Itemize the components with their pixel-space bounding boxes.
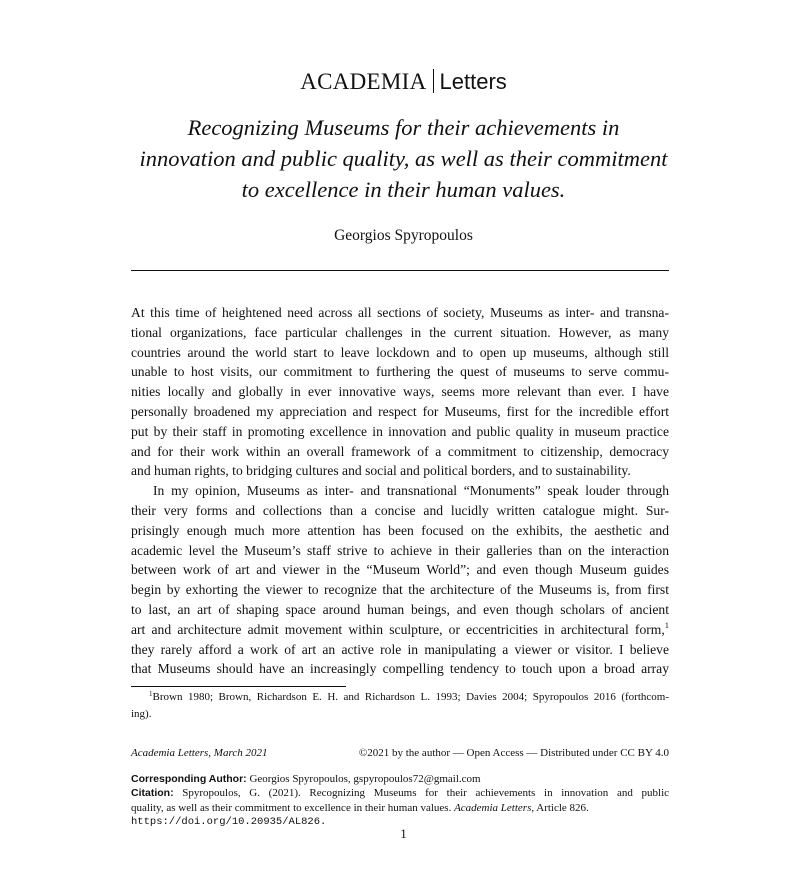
journal-date: Academia Letters, March 2021 bbox=[131, 747, 268, 759]
text-line: art and architecture admit movement within sculpture, or eccentricities in architectural form, bbox=[131, 621, 665, 637]
citation-line bbox=[131, 801, 669, 815]
footnote-text: Brown 1980; Brown, Richardson E. H. and Richardson L. 1993; Davies 2004; Spyropoulos 2016 (forthcom- bbox=[152, 691, 669, 703]
footnote-reference[interactable]: 1 bbox=[664, 619, 669, 630]
page-number: 1 bbox=[400, 826, 407, 841]
brand-name: ACADEMIA bbox=[300, 69, 427, 94]
paper-title bbox=[120, 112, 687, 205]
header-rule bbox=[131, 270, 669, 271]
footnote-line bbox=[131, 689, 669, 706]
text-line: their very forms and collections than a concise and lucidly written catalogue might. Sur- bbox=[131, 502, 669, 518]
footnote bbox=[131, 689, 669, 722]
text-line: they rarely afford a work of art an active role in manipulating a viewer or visitor. I believe bbox=[131, 641, 669, 657]
text-line: In my opinion, Museums as inter- and transnational “Monuments” speak louder through bbox=[153, 483, 669, 499]
corresponding-author-label: Corresponding Author: bbox=[131, 773, 247, 785]
text-line: and human rights, to bridging cultures and social and political borders, and to sustainability. bbox=[131, 463, 631, 479]
text-line: prisingly enough much more attention has been focused on the exhibits, the aesthetic and bbox=[131, 522, 669, 538]
footnote-rule bbox=[131, 686, 346, 687]
text-line: nities locally and globally in ever innovative ways, seems more relevant than ever. I have bbox=[131, 384, 669, 400]
paragraph-2 bbox=[131, 481, 669, 679]
citation-block bbox=[131, 772, 669, 829]
corresponding-author-value[interactable]: Georgios Spyropoulos, gspyropoulos72@gmail.com bbox=[249, 773, 481, 785]
citation-label: Citation: bbox=[131, 787, 174, 800]
brand-section: Letters bbox=[439, 69, 507, 94]
text-line: At this time of heightened need across all sections of society, Museums as inter- and transna- bbox=[131, 305, 669, 320]
footnote-marker: 1 bbox=[149, 690, 153, 698]
doi-link[interactable]: https://doi.org/10.20935/AL826. bbox=[131, 815, 327, 828]
citation-journal: Academia Letters bbox=[454, 801, 532, 814]
text-line: put by their staff in promoting excellence in innovation and public quality in museum practice bbox=[131, 423, 669, 439]
title-line: innovation and public quality, as well as their commitment bbox=[139, 146, 668, 171]
text-line: countries around the world start to leave lockdown and to open up museums, although still bbox=[131, 344, 669, 360]
text-line: academic level the Museum’s staff strive to achieve in their galleries than on the interaction bbox=[131, 542, 669, 558]
text-line: between work of art and viewer in the “Museum World”; and even though Museum guides bbox=[131, 562, 669, 578]
text-line: that Museums should have an increasingly compelling tendency to touch upon a broad array bbox=[131, 661, 669, 677]
citation-text: quality, as well as their commitment to excellence in their human values. bbox=[131, 801, 455, 814]
brand-divider bbox=[433, 69, 434, 93]
text-line-with-footnote bbox=[131, 620, 669, 640]
citation-text: , Article 826. bbox=[531, 801, 589, 814]
text-line: unable to host visits, our commitment to furthering the quest of museums to serve commu- bbox=[131, 364, 669, 380]
title-line: to excellence in their human values. bbox=[241, 177, 566, 202]
paragraph-1 bbox=[131, 303, 669, 481]
text-line: begin by exhorting the viewer to recognize that the architecture of the Museums is, from first bbox=[131, 582, 669, 598]
text-line: to last, an art of shaping space around human beings, and even though scholars of ancient bbox=[131, 601, 669, 617]
text-line: and for their work within an overall framework of a commitment to citizenship, democracy bbox=[131, 443, 669, 459]
footnote-line: ing). bbox=[131, 707, 152, 720]
academia-letters-logo bbox=[0, 66, 807, 98]
license-notice: ©2021 by the author — Open Access — Distributed under CC BY 4.0 bbox=[358, 747, 669, 759]
citation-line bbox=[131, 786, 669, 800]
corresponding-author bbox=[131, 772, 669, 786]
text-line: tional organizations, face particular challenges in the current situation. However, as many bbox=[131, 324, 669, 340]
text-line: personally broadened my appreciation and respect for Museums, first for the incredible effort bbox=[131, 403, 669, 419]
citation-text: Spyropoulos, G. (2021). Recognizing Museums for their achievements in innovation and public bbox=[182, 787, 670, 800]
author-name: Georgios Spyropoulos bbox=[334, 227, 473, 244]
body-text bbox=[131, 303, 669, 679]
title-line: Recognizing Museums for their achievements in bbox=[187, 115, 620, 140]
